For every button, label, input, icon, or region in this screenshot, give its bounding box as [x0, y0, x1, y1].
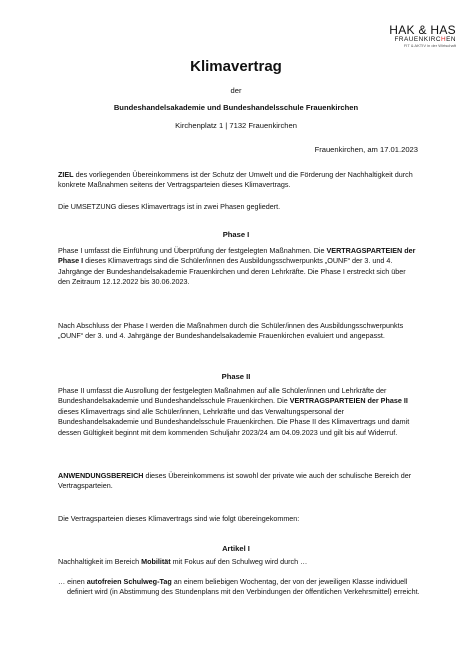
logo-sub-pre: FRAUENKIRC [394, 36, 441, 43]
title-der: der [230, 86, 242, 95]
phase2-p-bold: VERTRAGSPARTEIEN der Phase II [289, 396, 408, 406]
artikel1-intro-a: Nachhaltigkeit im Bereich [58, 557, 142, 566]
phase1-p1-bold: VERTRAGSPARTEIEN der Phase I [58, 246, 416, 266]
ziel-bold: ZIEL [58, 170, 74, 179]
anwendung-bold: ANWENDUNGSBEREICH [58, 471, 144, 480]
ziel-text: des vorliegenden Übereinkommens ist der Schutz der Umwelt und die Förderung der Nachhaltigkeit durch konkrete Maßnahmen seitens der Vertragsparteien dieses Klimavertrags. [58, 170, 413, 190]
phase2-p-b: dieses Klimavertrags sind alle Schüler/innen, Lehrkräfte und das Verwaltungspersonal der Bundeshandelsakademie und Bundeshandelsschule Frauenkirchen. Die Phase II des Klimavertrags und damit dessen Gültigkeit beginnt mit dem kommenden Schuljahr 2023/24 am 04.09.2023 und gilt bis auf Widerruf. [58, 406, 410, 437]
school-logo [389, 24, 456, 48]
anwendungsbereich-paragraph [58, 471, 418, 492]
phase1-heading: Phase I [222, 230, 250, 239]
umsetzung-paragraph: Die UMSETZUNG dieses Klimavertrags ist in zwei Phasen gegliedert. [58, 202, 281, 211]
ziel-paragraph [58, 170, 418, 191]
phase1-p1-b: dieses Klimavertrags sind die Schüler/innen des Ausbildungsschwerpunkts „OUNF“ der 3. und 4. Jahrgänge der Bundeshandelsakademie Frauenkirchen und deren Lehrkräfte. Die Phase I erstreckt sich über den Zeitraum 12.12.2022 bis 30.06.2023. [58, 256, 406, 287]
artikel1-bullet-b: an einem beliebigen Wochentag, der von der jeweiligen Klasse individuell definiert wird (in Abstimmung des Stundenplans mit den Verbindungen der öffentlichen Verkehrsmittel) erreicht. [67, 577, 420, 597]
artikel1-bullet-a: … einen [58, 577, 87, 586]
artikel1-bullet-text [58, 577, 420, 598]
logo-sub-post: EN [446, 36, 456, 43]
document-date: Frauenkirchen, am 17.01.2023 [314, 145, 418, 154]
school-name: Bundeshandelsakademie und Bundeshandelsschule Frauenkirchen [113, 103, 359, 112]
phase1-paragraph-1 [58, 246, 418, 288]
phase2-heading: Phase II [221, 372, 251, 381]
logo-main-text: HAK & HAS [389, 23, 456, 37]
artikel1-intro-b: mit Fokus auf den Schulweg wird durch … [170, 557, 308, 566]
artikel1-intro [58, 557, 418, 567]
artikel1-intro-bold: Mobilität [141, 557, 171, 566]
logo-tagline: FIT & AKTIV in der Wirtschaft [403, 43, 456, 49]
anwendung-text: dieses Übereinkommens ist sowohl der private wie auch der schulische Bereich der Vertragsparteien. [58, 471, 412, 491]
phase1-paragraph-2: Nach Abschluss der Phase I werden die Maßnahmen durch die Schüler/innen des Ausbildungsschwerpunkts „OUNF“ der 3. und 4. Jahrgänge der Bundeshandelsakademie Frauenkirchen evaluiert und angepasst. [58, 321, 404, 341]
phase2-p-a: Phase II umfasst die Ausrollung der festgelegten Maßnahmen auf alle Schüler/innen und Lehrkräfte der Bundeshandelsakademie und Bundeshandelsschule Frauenkirchen. Die [58, 386, 387, 406]
artikel1-heading: Artikel I [222, 544, 250, 553]
phase1-p1-a: Phase I umfasst die Einführung und Überprüfung der festgelegten Maßnahmen. Die [58, 246, 327, 255]
document-title: Klimavertrag [190, 58, 282, 75]
artikel1-bullet [58, 577, 420, 598]
logo-sub-accent: H [440, 36, 447, 43]
school-address: Kirchenplatz 1 | 7132 Frauenkirchen [175, 121, 297, 130]
artikel1-bullet-bold: autofreien Schulweg-Tag [86, 577, 172, 586]
parties-line: Die Vertragsparteien dieses Klimavertrags sind wie folgt übereingekommen: [58, 514, 300, 523]
phase2-paragraph [58, 386, 418, 438]
